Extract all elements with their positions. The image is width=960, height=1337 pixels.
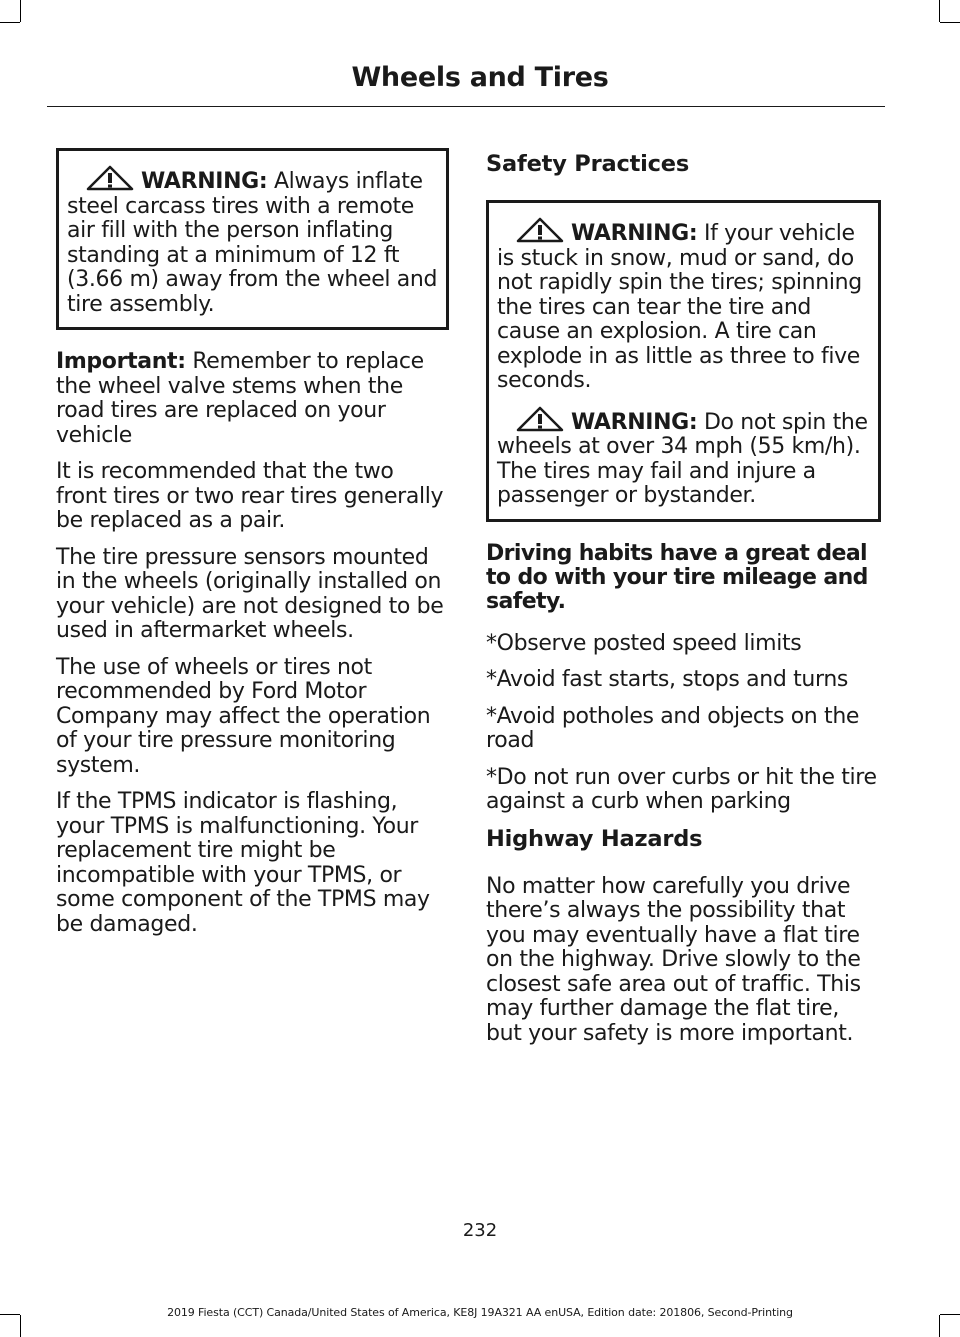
page-number: 232 xyxy=(462,1220,498,1241)
list-item: *Avoid potholes and objects on the road xyxy=(486,703,860,753)
crop-mark xyxy=(20,0,21,22)
warning-body: Always inflate steel carcass tires with a remote air fill with the person inflating standing at a minimum of 12 ft (3.66 m) away from the wheel and tire assembly. xyxy=(67,169,438,317)
warning-box xyxy=(56,148,449,330)
important-label: Important: xyxy=(56,349,186,374)
warning-body: Do not spin the wheels at over 34 mph (55 km/h). The tires may fail and injure a passenger or bystander. xyxy=(497,409,868,508)
warning-label: WARNING: xyxy=(571,221,698,246)
right-column xyxy=(486,140,881,1058)
warning-triangle-icon xyxy=(515,217,565,243)
crop-mark xyxy=(939,0,940,22)
footer-edition: 2019 Fiesta (CCT) Canada/United States of America, KE8J 19A321 AA enUSA, Edition date: 201806, Second-Printing xyxy=(167,1306,793,1319)
crop-mark xyxy=(0,22,20,23)
warning-body: If your vehicle is stuck in snow, mud or sand, do not rapidly spin the tires; spinning the tires can tear the tire and cause an explosion. A tire can explode in as little as three to five seconds. xyxy=(497,221,862,393)
warning-text xyxy=(497,217,870,394)
important-note xyxy=(56,350,449,448)
warning-box xyxy=(486,200,881,522)
paragraph: The use of wheels or tires not recommended by Ford Motor Company may affect the operation of your tire pressure monitoring system. xyxy=(56,654,431,778)
paragraph: The tire pressure sensors mounted in the wheels (originally installed on your vehicle) are not designed to be used in aftermarket wheels. xyxy=(56,544,444,643)
warning-label: WARNING: xyxy=(141,169,268,194)
list-item: *Observe posted speed limits xyxy=(486,630,802,656)
paragraph: No matter how carefully you drive there’s always the possibility that you may eventually have a flat tire on the highway. Drive slowly to the closest safe area out of traffic. This may further damage the flat tire, but your safety is more important. xyxy=(486,873,861,1046)
page-title: Wheels and Tires xyxy=(351,62,609,93)
warning-triangle-icon xyxy=(85,165,135,191)
section-heading-hazards: Highway Hazards xyxy=(486,825,703,852)
warning-triangle-icon xyxy=(515,406,565,432)
paragraph: It is recommended that the two front tires or two rear tires generally be replaced as a pair. xyxy=(56,459,444,533)
left-column xyxy=(56,148,449,949)
list-item: *Do not run over curbs or hit the tire against a curb when parking xyxy=(486,764,877,814)
warning-text xyxy=(497,406,870,509)
crop-mark xyxy=(940,22,960,23)
paragraph: If the TPMS indicator is flashing, your TPMS is malfunctioning. Your replacement tire might be incompatible with your TPMS, or some component of the TPMS may be damaged. xyxy=(56,789,430,937)
warning-label: WARNING: xyxy=(571,409,698,435)
list-item: *Avoid fast starts, stops and turns xyxy=(486,667,849,692)
section-heading-habits: Driving habits have a great deal to do with your tire mileage and safety. xyxy=(486,540,868,614)
warning-text xyxy=(67,165,438,317)
section-heading-safety: Safety Practices xyxy=(486,151,690,177)
title-divider xyxy=(47,106,885,107)
important-body: Remember to replace the wheel valve stems when the road tires are replaced on your vehicle xyxy=(56,349,424,448)
